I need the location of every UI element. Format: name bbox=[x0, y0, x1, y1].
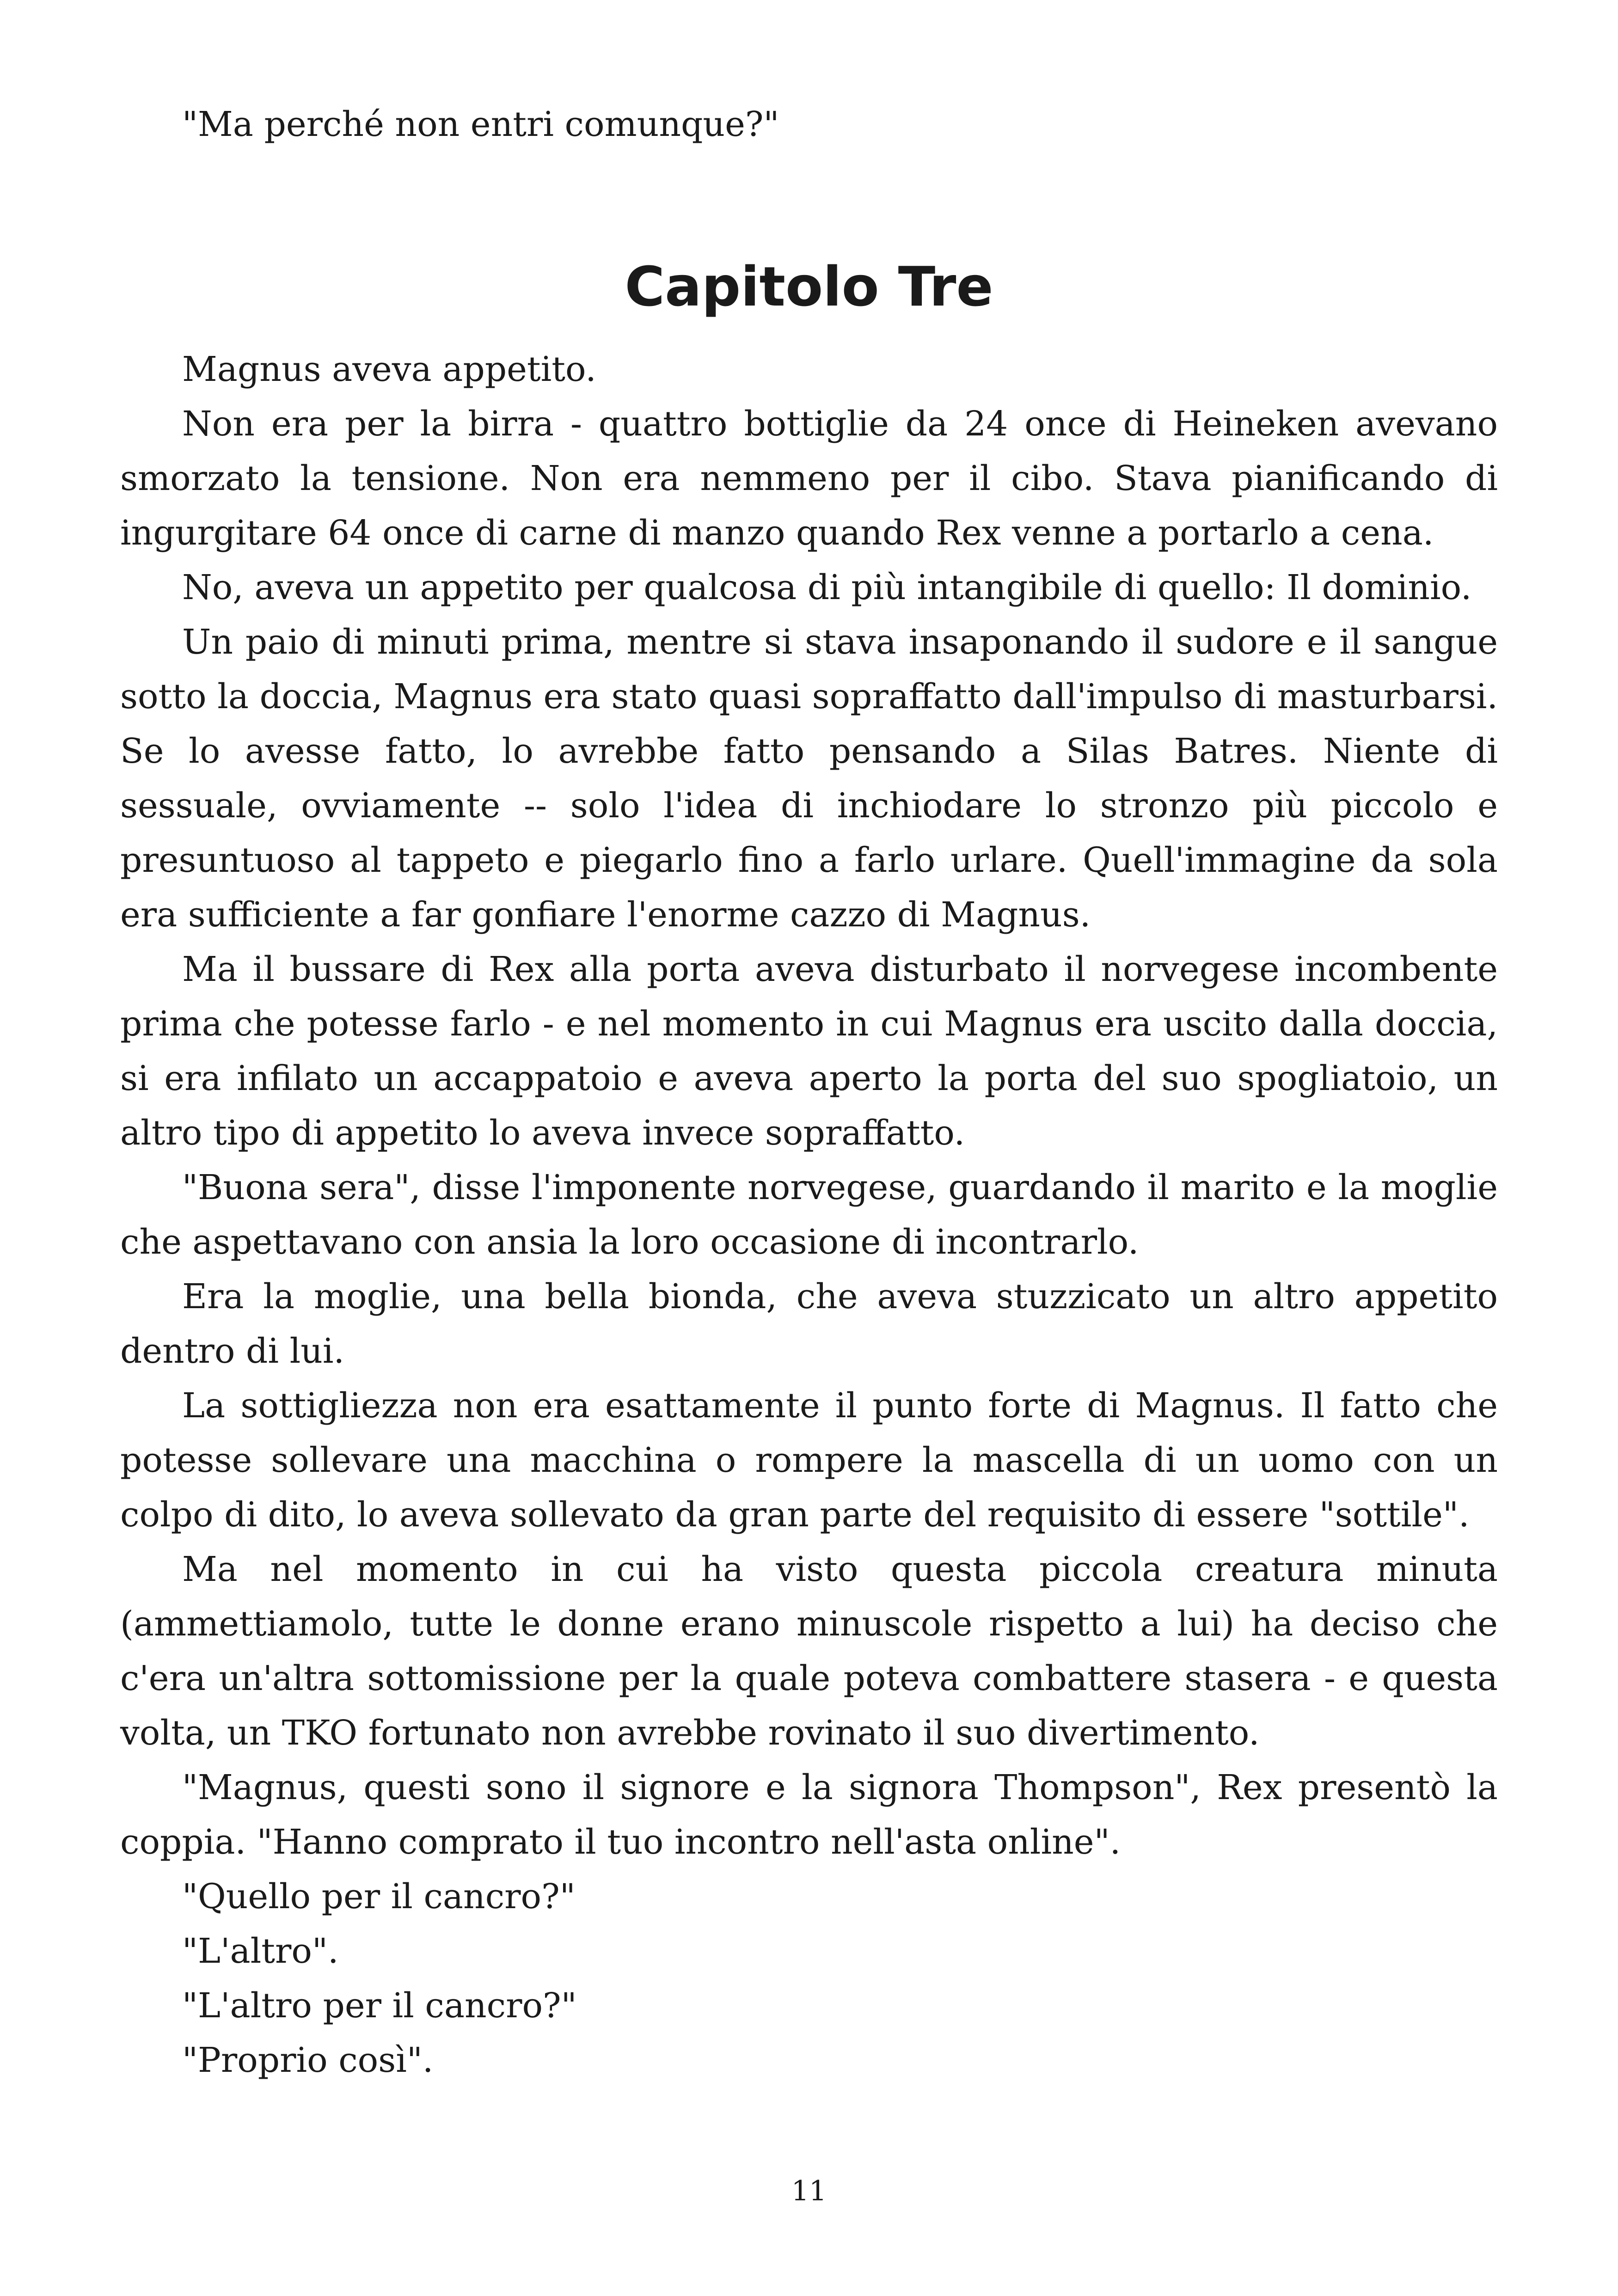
paragraph: "L'altro per il cancro?" bbox=[182, 1986, 577, 2026]
paragraph: No, aveva un appetito per qualcosa di più intangibile di quello: Il dominio. bbox=[182, 568, 1472, 607]
text-body bbox=[120, 97, 1498, 2088]
paragraph: Ma nel momento in cui ha visto questa piccola creatura minuta (ammettiamolo, tutte le donne erano minuscole rispetto a lui) ha deciso che c'era un'altra sottomissione per la quale poteva combattere stasera - e questa volta, un TKO fortunato non avrebbe rovinato il suo divertimento. bbox=[120, 1549, 1498, 1753]
page-number: 11 bbox=[791, 2175, 827, 2207]
chapter-title: Capitolo Tre bbox=[625, 255, 993, 318]
paragraph: Un paio di minuti prima, mentre si stava insaponando il sudore e il sangue sotto la doccia, Magnus era stato quasi sopraffatto dall'impulso di masturbarsi. Se lo avesse fatto, lo avrebbe fatto pensando a Silas Batres. Niente di sessuale, ovviamente -- solo l'idea di inchiodare lo stronzo più piccolo e presuntuoso al tappeto e piegarlo fino a farlo urlare. Quell'immagine da sola era sufficiente a far gonfiare l'enorme cazzo di Magnus. bbox=[120, 622, 1498, 935]
paragraph: "Magnus, questi sono il signore e la signora Thompson", Rex presentò la coppia. "Hanno comprato il tuo incontro nell'asta online". bbox=[120, 1768, 1498, 1862]
paragraph: La sottigliezza non era esattamente il punto forte di Magnus. Il fatto che potesse sollevare una macchina o rompere la mascella di un uomo con un colpo di dito, lo aveva sollevato da gran parte del requisito di essere "sottile". bbox=[120, 1386, 1498, 1535]
opening-line: "Ma perché non entri comunque?" bbox=[182, 104, 779, 144]
paragraph: "L'altro". bbox=[182, 1931, 339, 1971]
paragraph: Ma il bussare di Rex alla porta aveva disturbato il norvegese incombente prima che potesse farlo - e nel momento in cui Magnus era uscito dalla doccia, si era infilato un accappatoio e aveva aperto la porta del suo spogliatoio, un altro tipo di appetito lo aveva invece sopraffatto. bbox=[120, 949, 1498, 1153]
paragraph: Non era per la birra - quattro bottiglie da 24 once di Heineken avevano smorzato la tensione. Non era nemmeno per il cibo. Stava pianificando di ingurgitare 64 once di carne di manzo quando Rex venne a portarlo a cena. bbox=[120, 404, 1498, 553]
paragraph: Era la moglie, una bella bionda, che aveva stuzzicato un altro appetito dentro di lui. bbox=[120, 1277, 1498, 1371]
paragraph: "Buona sera", disse l'imponente norvegese, guardando il marito e la moglie che aspettavano con ansia la loro occasione di incontrarlo. bbox=[120, 1168, 1498, 1262]
paragraph: "Proprio così". bbox=[182, 2040, 434, 2080]
paragraph: "Quello per il cancro?" bbox=[182, 1877, 576, 1916]
paragraph: Magnus aveva appetito. bbox=[182, 349, 596, 389]
